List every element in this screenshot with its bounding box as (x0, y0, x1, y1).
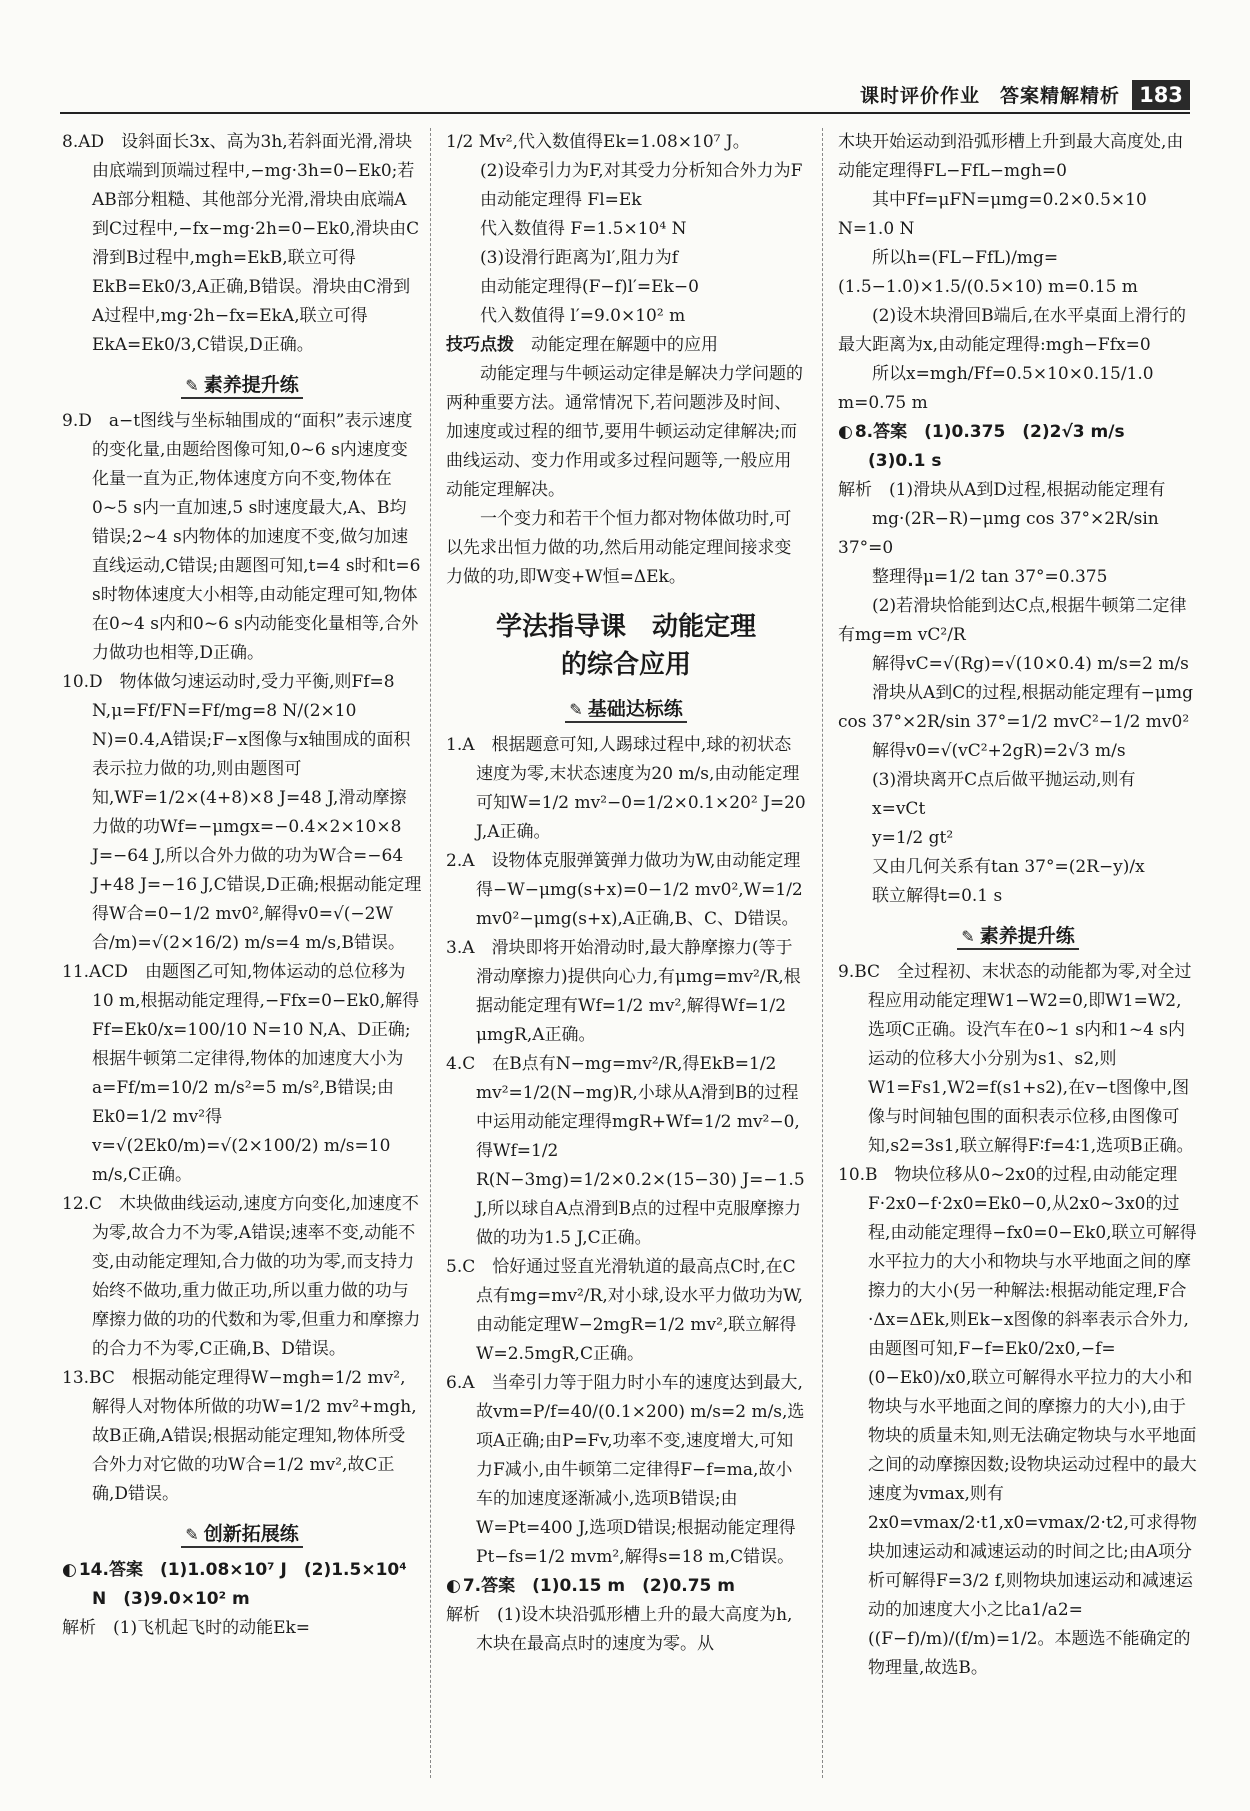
solution-line: 木块开始运动到沿弧形槽上升到最大高度处,由动能定理得FL−FfL−mgh=0 (838, 132, 1184, 181)
answer-10: 10.D 物体做匀速运动时,受力平衡,则Ff=8 N,μ=Ff/FN=Ff/mg=8 N/(2×10 N)=0.4,A错误;F−x图像与x轴围成的面积表示拉力做的功,则由题图可知,WF=1/2×(4+8)×8 J=48 J,滑动摩擦力做的功Wf=−μmgx=−0.4×2×10×8 J=−64 J,所以合外力做的功为W合=−64 J+48 J=−16 J,C错误,D正确;根据动能定理得W合=0−1/2 mv0²,解得v0=√(−2W合/m)=√(2×16/2) m/s=4 m/s,B错误。 (62, 672, 422, 953)
tip-heading: 技巧点拨 动能定理在解题中的应用 (446, 335, 718, 355)
answer-10: 10.B 物块位移从0~2x0的过程,由动能定理F·2x0−f·2x0=Ek0−0,从2x0~3x0的过程,由动能定理得−fx0=0−Ek0,联立可解得水平拉力的大小和物块与水平地面之间的摩擦力的大小(另一种解法:根据动能定理,F合·Δx=ΔEk,则Ek−x图像的斜率表示合外力,由题图可知,F−f=Ek0/2x0,−f=(0−Ek0)/x0,联立可解得水平拉力的大小和物块与水平地面之间的摩擦力的大小),由于物块的质量未知,则无法确定物块与水平地面之间的动摩擦因数;设物块运动过程中的最大速度为vmax,则有2x0=vmax/2·t1,x0=vmax/2·t2,可求得物块加速运动和减速运动的时间之比;由A项分析可解得F=3/2 f,则物块加速运动和减速运动的加速度大小之比a1/a2=((F−f)/m)/(f/m)=1/2。本题选不能确定的物理量,故选B。 (838, 1165, 1198, 1678)
solution-line: 由动能定理得(F−f)l′=Ek−0 (480, 277, 699, 297)
solution-line: 代入数值得 l′=9.0×10² m (480, 306, 686, 326)
answer-7-solution: 解析 (1)设木块沿弧形槽上升的最大高度为h,木块在最高点时的速度为零。从 (446, 1605, 793, 1654)
solution-line: 由动能定理得 Fl=Ek (480, 190, 642, 210)
solution-line: 所以h=(FL−FfL)/mg=(1.5−1.0)×1.5/(0.5×10) m=0.15 m (838, 248, 1138, 297)
column-divider (822, 128, 823, 1778)
answer-12: 12.C 木块做曲线运动,速度方向变化,加速度不为零,故合力不为零,A错误;速率不变,动能不变,由动能定理知,合力做的功为零,而支持力始终不做功,重力做正功,所以重力做的功与摩擦力做的功的代数和为零,但重力和摩擦力的合力不为零,C正确,B、D错误。 (62, 1194, 421, 1359)
equation-line: mg·(2R−R)−μmg cos 37°×2R/sin 37°=0 (838, 509, 1159, 558)
column-left (62, 128, 422, 1643)
answer-14-solution: 解析 (1)飞机起飞时的动能Ek= (62, 1618, 311, 1638)
answer-11: 11.ACD 由题图乙可知,物体运动的总位移为10 m,根据动能定理得,−Ffx=0−Ek0,解得Ff=Ek0/x=100/10 N=10 N,A、D正确;根据牛顿第二定律得,物体的加速度大小为a=Ff/m=10/2 m/s²=5 m/s²,B错误;由Ek0=1/2 mv²得v=√(2Ek0/m)=√(2×100/2) m/s=10 m/s,C正确。 (62, 962, 420, 1185)
page-header (60, 82, 1190, 114)
column-right (838, 128, 1198, 1683)
answer-8: 8.AD 设斜面长3x、高为3h,若斜面光滑,滑块由底端到顶端过程中,−mg·3h=0−Ek0;若AB部分粗糙、其他部分光滑,滑块由底端A到C过程中,−fx−mg·2h=0−Ek0,滑块由C滑到B过程中,mgh=EkB,联立可得EkB=Ek0/3,A正确,B错误。滑块由C滑到A过程中,mg·2h−fx=EkA,联立可得EkA=Ek0/3,C错误,D正确。 (62, 132, 420, 355)
solution-line: (2)设牵引力为F,对其受力分析知合外力为F (480, 161, 803, 181)
tip-paragraph: 动能定理与牛顿运动定律是解决力学问题的两种重要方法。通常情况下,若问题涉及时间、加速度或过程的细节,要用牛顿运动定律解决;而曲线运动、变力作用或多过程问题等,一般应用动能定理解决。 (446, 364, 803, 500)
solution-line: 所以x=mgh/Ff=0.5×10×0.15/1.0 m=0.75 m (838, 364, 1154, 413)
equation-line: y=1/2 gt² (872, 828, 954, 848)
answer-7-key: ◐ 7.答案 (1)0.15 m (2)0.75 m (446, 1572, 806, 1601)
section-heading: ✎ 基础达标练 (446, 694, 806, 725)
answer-9: 9.BC 全过程初、末状态的动能都为零,对全过程应用动能定理W1−W2=0,即W1=W2,选项C正确。设汽车在0~1 s内和1~4 s内运动的位移大小分别为s1、s2,则W1=Fs1,W2=f(s1+s2),在v−t图像中,图像与时间轴包围的面积表示位移,由图像可知,s2=3s1,联立解得F∶f=4∶1,选项B正确。 (838, 962, 1194, 1156)
equation-line: (3)滑块离开C点后做平抛运动,则有 (872, 770, 1136, 790)
solution-line: 其中Ff=μFN=μmg=0.2×0.5×10 N=1.0 N (838, 190, 1147, 239)
equation-line: 又由几何关系有tan 37°=(2R−y)/x (872, 857, 1145, 877)
column-divider (430, 128, 431, 1778)
lesson-title: 学法指导课 动能定理 的综合应用 (495, 612, 756, 680)
answer-1: 1.A 根据题意可知,人踢球过程中,球的初状态速度为零,末状态速度为20 m/s,由动能定理可知W=1/2 mv²−0=1/2×0.1×20² J=20 J,A正确。 (446, 735, 806, 842)
equation-line: 解得v0=√(vC²+2gR)=2√3 m/s (872, 741, 1126, 761)
solution-line: (2)设木块滑回B端后,在水平桌面上滑行的最大距离为x,由动能定理得:mgh−Ffx=0 (838, 306, 1186, 355)
equation-line: 整理得μ=1/2 tan 37°=0.375 (872, 567, 1108, 587)
equation-line: 滑块从A到C的过程,根据动能定理有−μmg cos 37°×2R/sin 37°=1/2 mvC²−1/2 mv0² (838, 683, 1193, 732)
header-title: 课时评价作业 答案精解精析 (859, 85, 1120, 107)
answer-4: 4.C 在B点有N−mg=mv²/R,得EkB=1/2 mv²=1/2(N−mg)R,小球从A滑到B的过程中运用动能定理得mgR+Wf=1/2 mv²−0,得Wf=1/2 R(N−3mg)=1/2×0.2×(15−30) J=−1.5 J,所以球自A点滑到B点的过程中克服摩擦力做的功为1.5 J,C正确。 (446, 1054, 805, 1248)
answer-5: 5.C 恰好通过竖直光滑轨道的最高点C时,在C点有mg=mv²/R,对小球,设水平力做功为W,由动能定理W−2mgR=1/2 mv²,联立解得W=2.5mgR,C正确。 (446, 1257, 804, 1364)
solution-line: (3)设滑行距离为l′,阻力为f (480, 248, 679, 268)
section-heading: ✎ 创新拓展练 (62, 1519, 422, 1550)
column-middle (446, 128, 806, 1659)
answer-8-solution: 解析 (1)滑块从A到D过程,根据动能定理有 (838, 480, 1166, 500)
answer-8-key: ◐ 8.答案 (1)0.375 (2)2√3 m/s (3)0.1 s (838, 418, 1198, 476)
equation-line: 解得vC=√(Rg)=√(10×0.4) m/s=2 m/s (872, 654, 1189, 674)
answer-9: 9.D a−t图线与坐标轴围成的“面积”表示速度的变化量,由题给图像可知,0~6 s内速度变化量一直为正,物体速度方向不变,物体在0~5 s内一直加速,5 s时速度最大,A、B均错误;2~4 s内物体的加速度不变,做匀加速直线运动,C错误;由题图可知,t=4 s时和t=6 s时物体速度大小相等,由动能定理可知,物体在0~4 s内和0~6 s内动能变化量相等,合外力做功也相等,D正确。 (62, 411, 421, 663)
answer-3: 3.A 滑块即将开始滑动时,最大静摩擦力(等于滑动摩擦力)提供向心力,有μmg=mv²/R,根据动能定理有Wf=1/2 mv²,解得Wf=1/2 μmgR,A正确。 (446, 938, 801, 1045)
answer-2: 2.A 设物体克服弹簧弹力做功为W,由动能定理得−W−μmg(s+x)=0−1/2 mv0²,W=1/2 mv0²−μmg(s+x),A正确,B、C、D错误。 (446, 851, 803, 929)
page-number: 183 (1132, 80, 1190, 110)
equation-line: 联立解得t=0.1 s (872, 886, 1003, 906)
tip-paragraph: 一个变力和若干个恒力都对物体做功时,可以先求出恒力做的功,然后用动能定理间接求变力做的功,即W变+W恒=ΔEk。 (446, 509, 792, 587)
section-heading: ✎ 素养提升练 (62, 370, 422, 401)
solution-line: 代入数值得 F=1.5×10⁴ N (480, 219, 687, 239)
solution-line: 1/2 Mv²,代入数值得Ek=1.08×10⁷ J。 (446, 132, 750, 152)
answer-6: 6.A 当牵引力等于阻力时小车的速度达到最大,故vm=P/f=40/(0.1×200) m/s=2 m/s,选项A正确;由P=Fv,功率不变,速度增大,可知力F减小,由牛顿第二定律得F−f=ma,故小车的加速度逐渐减小,选项B错误;由W=Pt=400 J,选项D错误;根据动能定理得Pt−fs=1/2 mvm²,解得s=18 m,C错误。 (446, 1373, 805, 1567)
answer-14-key: ◐ 14.答案 (1)1.08×10⁷ J (2)1.5×10⁴ N (3)9.0×10² m (62, 1556, 422, 1614)
equation-line: x=vCt (872, 799, 926, 819)
section-heading: ✎ 素养提升练 (838, 921, 1198, 952)
answer-13: 13.BC 根据动能定理得W−mgh=1/2 mv²,解得人对物体所做的功W=1/2 mv²+mgh,故B正确,A错误;根据动能定理知,物体所受合外力对它做的功W合=1/2 mv²,故C正确,D错误。 (62, 1368, 417, 1504)
equation-line: (2)若滑块恰能到达C点,根据牛顿第二定律有mg=m vC²/R (838, 596, 1187, 645)
